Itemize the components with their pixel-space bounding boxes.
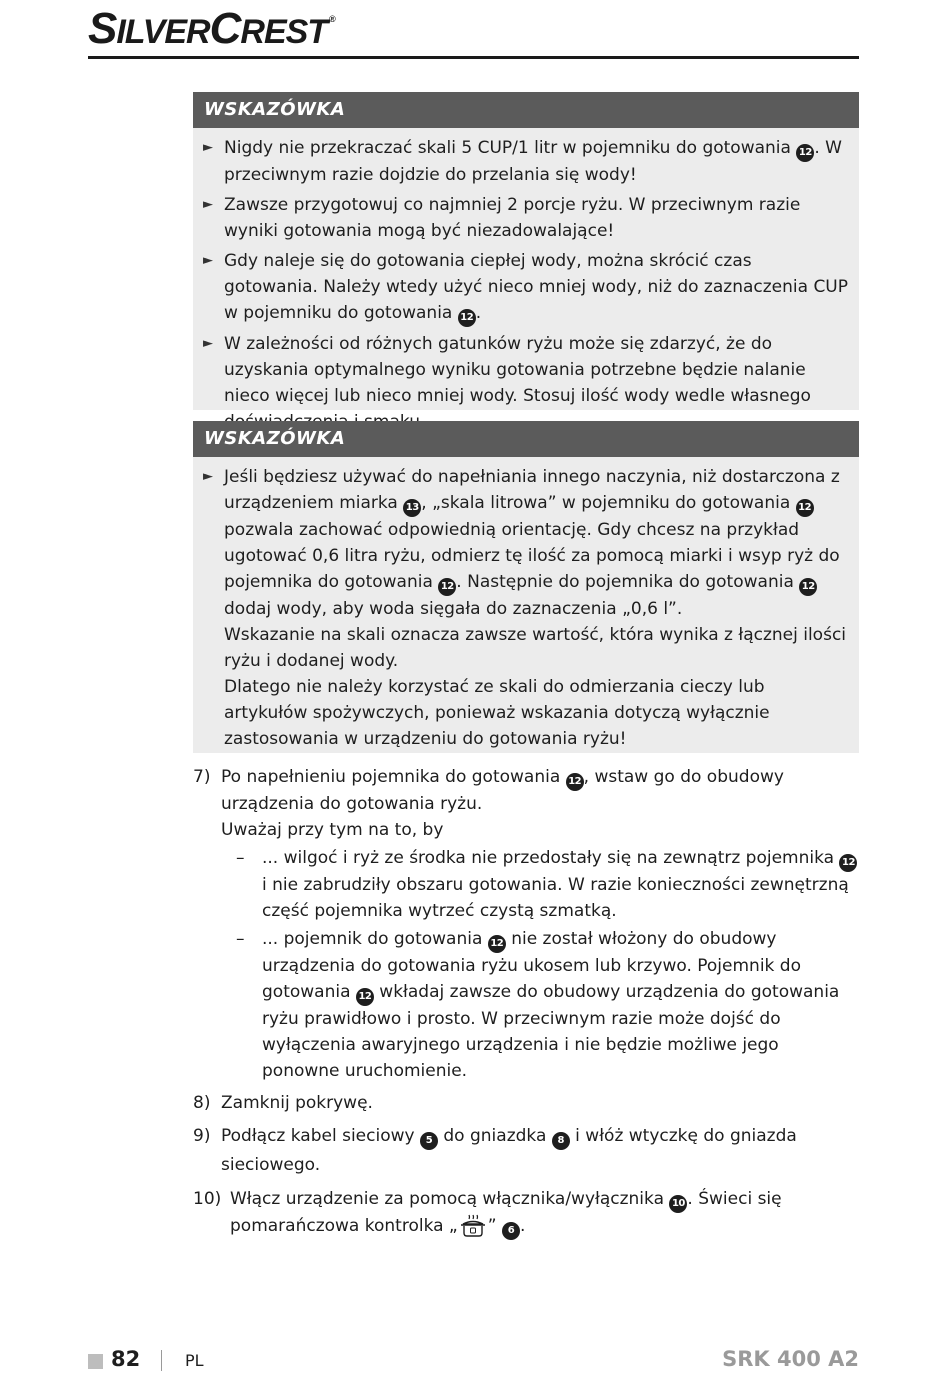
note-text: . W przeciwnym razie dojdzie do przelania się wody!: [224, 138, 842, 185]
arrow-right-icon: ►: [203, 336, 213, 351]
step-9: [193, 1122, 859, 1180]
note-item: [203, 248, 849, 327]
step-text: Zamknij pokrywę.: [221, 1093, 373, 1113]
step-text-part: i nie zabrudziły obszaru gotowania. W razie konieczności zewnętrzną część pojemnika wytrzeć czystą szmatką.: [262, 875, 849, 921]
note-body: [193, 457, 859, 758]
header-rule: [88, 56, 859, 59]
note-text: . Następnie do pojemnika do gotowania: [456, 572, 800, 592]
step-text-part: ”: [487, 1216, 502, 1236]
note-title: WSKAZÓWKA: [193, 92, 859, 128]
step-8: [193, 1090, 859, 1116]
ref-number-icon: 12: [839, 854, 857, 872]
ref-number-icon: 12: [438, 578, 456, 596]
logo-letter: S: [88, 4, 117, 53]
note-paragraph: [224, 464, 849, 622]
step-number: 9): [193, 1126, 211, 1146]
footer-divider: [161, 1350, 162, 1371]
arrow-right-icon: ►: [203, 469, 213, 484]
ref-number-icon: 13: [403, 499, 421, 517]
note-paragraph: Dlatego nie należy korzystać ze skali do odmierzania cieczy lub artykułów spożywczych, ponieważ wskazania dotyczą wyłącznie zastosowania w urządzeniu do gotowania ryżu!: [224, 677, 770, 749]
note-text: W zależności od różnych gatunków ryżu może się zdarzyć, że do uzyskania optymalnego wyniku gotowania potrzebne będzie nalanie nieco więcej lub nieco mniej wody. Stosuj ilość wody wedle własnego: [224, 334, 811, 406]
note-item: [203, 464, 849, 752]
registered-mark: ®: [329, 14, 335, 24]
ref-number-icon: 12: [799, 578, 817, 596]
ref-number-icon: 12: [488, 935, 506, 953]
rice-cooker-icon: [458, 1213, 488, 1239]
arrow-right-icon: ►: [203, 140, 213, 155]
ref-number-icon: 5: [420, 1132, 438, 1150]
note-paragraph: Wskazanie na skali oznacza zawsze wartość, która wynika z łącznej ilości ryżu i dodanej wody.: [224, 625, 847, 671]
page-footer: [0, 1346, 950, 1374]
note-text: dodaj wody, aby woda sięgała do zaznaczenia „0,6 l”.: [224, 599, 683, 619]
logo-letter: C: [209, 4, 241, 53]
step-text-part: wkładaj zawsze do obudowy urządzenia do gotowania ryżu prawidłowo i prosto. W przeciwnym razie może dojść do wyłączenia awaryjnego urządzenia i nie będzie możliwe jego ponowne uruchomienie.: [262, 982, 840, 1081]
step-text-part: ... pojemnik do gotowania: [262, 929, 488, 949]
ref-number-icon: 12: [796, 499, 814, 517]
step-text-part: ... wilgoć i ryż ze środka nie przedostały się na zewnątrz pojemnika: [262, 848, 840, 868]
note-item: [203, 135, 849, 188]
ref-number-icon: 6: [502, 1222, 520, 1240]
step-10: [193, 1186, 859, 1240]
note-text: Gdy naleje się do gotowania ciepłej wody, można skrócić czas gotowania. Należy wtedy użyć nieco mniej wody, niż do zaznaczenia CUP w pojemniku do gotowania: [224, 251, 849, 323]
step-text-part: Włącz urządzenie za pomocą włącznika/wyłącznika: [230, 1189, 670, 1209]
note-box-2: [193, 421, 859, 753]
step-number: 7): [193, 767, 211, 787]
note-text: Jeśli będziesz używać do napełniania innego naczynia, niż dostarczona z urządzeniem miarka: [224, 467, 840, 513]
arrow-right-icon: ►: [203, 197, 213, 212]
step-text-part: do gniazdka: [437, 1126, 552, 1146]
note-title: WSKAZÓWKA: [193, 421, 859, 457]
model-number: SRK 400 A2: [722, 1347, 859, 1371]
step-text-part: . Świeci się pomarańczowa kontrolka „: [230, 1189, 782, 1236]
step-text-part: , wstaw go do obudowy urządzenia do gotowania ryżu.: [221, 767, 784, 814]
ref-number-icon: 12: [566, 773, 584, 791]
dash-marker: –: [236, 848, 245, 868]
ref-number-icon: 12: [458, 309, 476, 327]
note-body: [193, 128, 859, 441]
note-item: [203, 331, 849, 435]
footer-square: [88, 1354, 103, 1369]
step-text-part: i włóż wtyczkę do gniazda sieciowego.: [221, 1126, 797, 1175]
ref-number-icon: 12: [356, 988, 374, 1006]
step-number: 8): [193, 1093, 211, 1113]
logo-letters: ILVER: [116, 13, 210, 51]
arrow-right-icon: ►: [203, 253, 213, 268]
step-text: [221, 764, 859, 817]
language-code: PL: [185, 1351, 204, 1370]
step-7: [193, 764, 859, 1084]
note-text: Nigdy nie przekraczać skali 5 CUP/1 litr w pojemniku do gotowania: [224, 138, 797, 158]
step-text-part: Po napełnieniu pojemnika do gotowania: [221, 767, 566, 787]
logo-letters: REST: [240, 13, 328, 51]
note-text: Zawsze przygotowuj co najmniej 2 porcje ryżu. W przeciwnym razie wyniki gotowania mogą być niezadowalające!: [224, 195, 801, 241]
dash-item: [193, 845, 859, 924]
steps-list: [193, 764, 859, 1246]
step-number: 10): [193, 1189, 222, 1209]
dash-item: [193, 926, 859, 1084]
page-number: 82: [111, 1347, 141, 1371]
note-text: .: [475, 303, 482, 323]
ref-number-icon: 12: [796, 144, 814, 162]
note-text: , „skala litrowa” w pojemniku do gotowania: [421, 493, 796, 513]
note-item: [203, 192, 849, 244]
step-text: Uważaj przy tym na to, by: [221, 820, 444, 840]
ref-number-icon: 8: [552, 1132, 570, 1150]
step-text-part: .: [519, 1216, 526, 1236]
brand-logo: [88, 4, 335, 53]
step-text-part: nie został włożony do obudowy urządzenia do gotowania ryżu ukosem lub krzywo. Pojemnik do gotowania: [262, 929, 801, 1002]
note-box-1: [193, 92, 859, 410]
ref-number-icon: 10: [669, 1195, 687, 1213]
note-text: pozwala zachować odpowiednią orientację. Gdy chcesz na przykład ugotować 0,6 litra ryżu, odmierz tę ilość za pomocą miarki i wsyp ryż do pojemnika do gotowania: [224, 520, 840, 592]
dash-marker: –: [236, 929, 245, 949]
step-text-part: Podłącz kabel sieciowy: [221, 1126, 420, 1146]
